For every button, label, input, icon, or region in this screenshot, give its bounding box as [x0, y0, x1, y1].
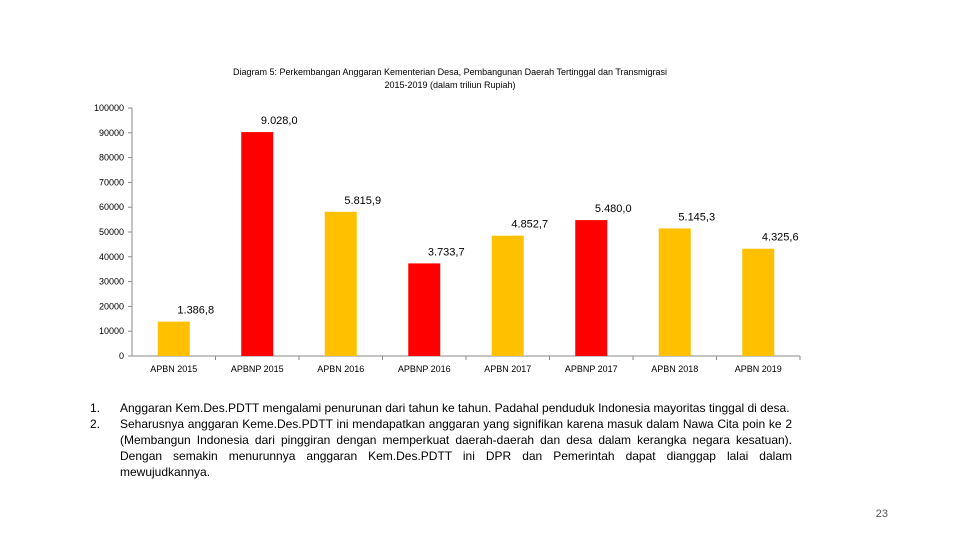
chart-title-line2: 2015-2019 (dalam triliun Rupiah): [384, 80, 516, 90]
y-tick-label: 20000: [98, 301, 124, 312]
data-label: 4.325,6: [761, 231, 799, 244]
y-tick-label: 30000: [98, 276, 124, 287]
bar: [742, 249, 774, 356]
x-tick-label: APBN 2016: [317, 364, 365, 374]
chart-axes: [94, 103, 800, 374]
data-label: 3.733,7: [427, 246, 465, 259]
bar: [492, 236, 524, 356]
x-tick-label: APBNP 2016: [397, 364, 451, 374]
x-tick-label: APBNP 2017: [564, 364, 618, 374]
list-item: [90, 416, 792, 480]
bar: [158, 322, 190, 356]
data-label: 5.480,0: [594, 203, 632, 216]
x-tick-label: APBNP 2015: [230, 364, 284, 374]
x-tick-label: APBN 2017: [484, 364, 532, 374]
x-tick-label: APBN 2019: [734, 364, 782, 374]
x-tick-label: APBN 2018: [651, 364, 699, 374]
bar: [241, 132, 273, 356]
chart-title-line1: Diagram 5: Perkembangan Anggaran Kementerian Desa, Pembangunan Daerah Tertinggal dan Transmigrasi: [232, 67, 668, 77]
bar: [575, 220, 607, 356]
y-tick-label: 80000: [98, 152, 124, 163]
note-number: 2.: [90, 417, 101, 431]
data-label: 5.815,9: [344, 194, 382, 207]
y-tick-label: 10000: [98, 326, 124, 337]
y-tick-label: 100000: [93, 103, 124, 113]
data-label: 4.852,7: [511, 218, 549, 231]
notes-list: [90, 400, 792, 480]
note-text: Anggaran Kem.Des.PDTT mengalami penurunan dari tahun ke tahun. Padahal penduduk Indonesia mayoritas tinggal di desa.: [120, 401, 790, 415]
x-tick-label: APBN 2015: [150, 364, 198, 374]
data-label: 5.145,3: [678, 211, 716, 224]
note-number: 1.: [90, 401, 101, 415]
y-tick-label: 0: [118, 351, 124, 361]
y-tick-label: 40000: [98, 251, 124, 262]
chart-bars: [158, 132, 775, 356]
page-number: 23: [875, 508, 888, 520]
bar: [659, 228, 691, 356]
y-tick-label: 50000: [98, 227, 124, 237]
y-tick-label: 60000: [98, 202, 124, 213]
note-text: Seharusnya anggaran Keme.Des.PDTT ini mendapatkan anggaran yang signifikan karena masuk dalam Nawa Cita poin ke 2 (Membangun Indonesia dari pinggiran dengan memperkuat daerah-daerah dan desa dalam kerangka negara kesatuan). Dengan semakin menurunnya anggaran Kem.Des.PDTT ini DPR dan Pemerintah dapat dianggap lalai dalam mewujudkannya.: [120, 417, 792, 479]
y-tick-label: 70000: [98, 177, 124, 188]
data-label: 9.028,0: [260, 115, 298, 128]
y-tick-label: 90000: [98, 127, 124, 138]
bar: [408, 263, 440, 356]
list-item: [90, 400, 792, 416]
data-label: 1.386,8: [177, 304, 215, 317]
bar: [325, 212, 357, 356]
